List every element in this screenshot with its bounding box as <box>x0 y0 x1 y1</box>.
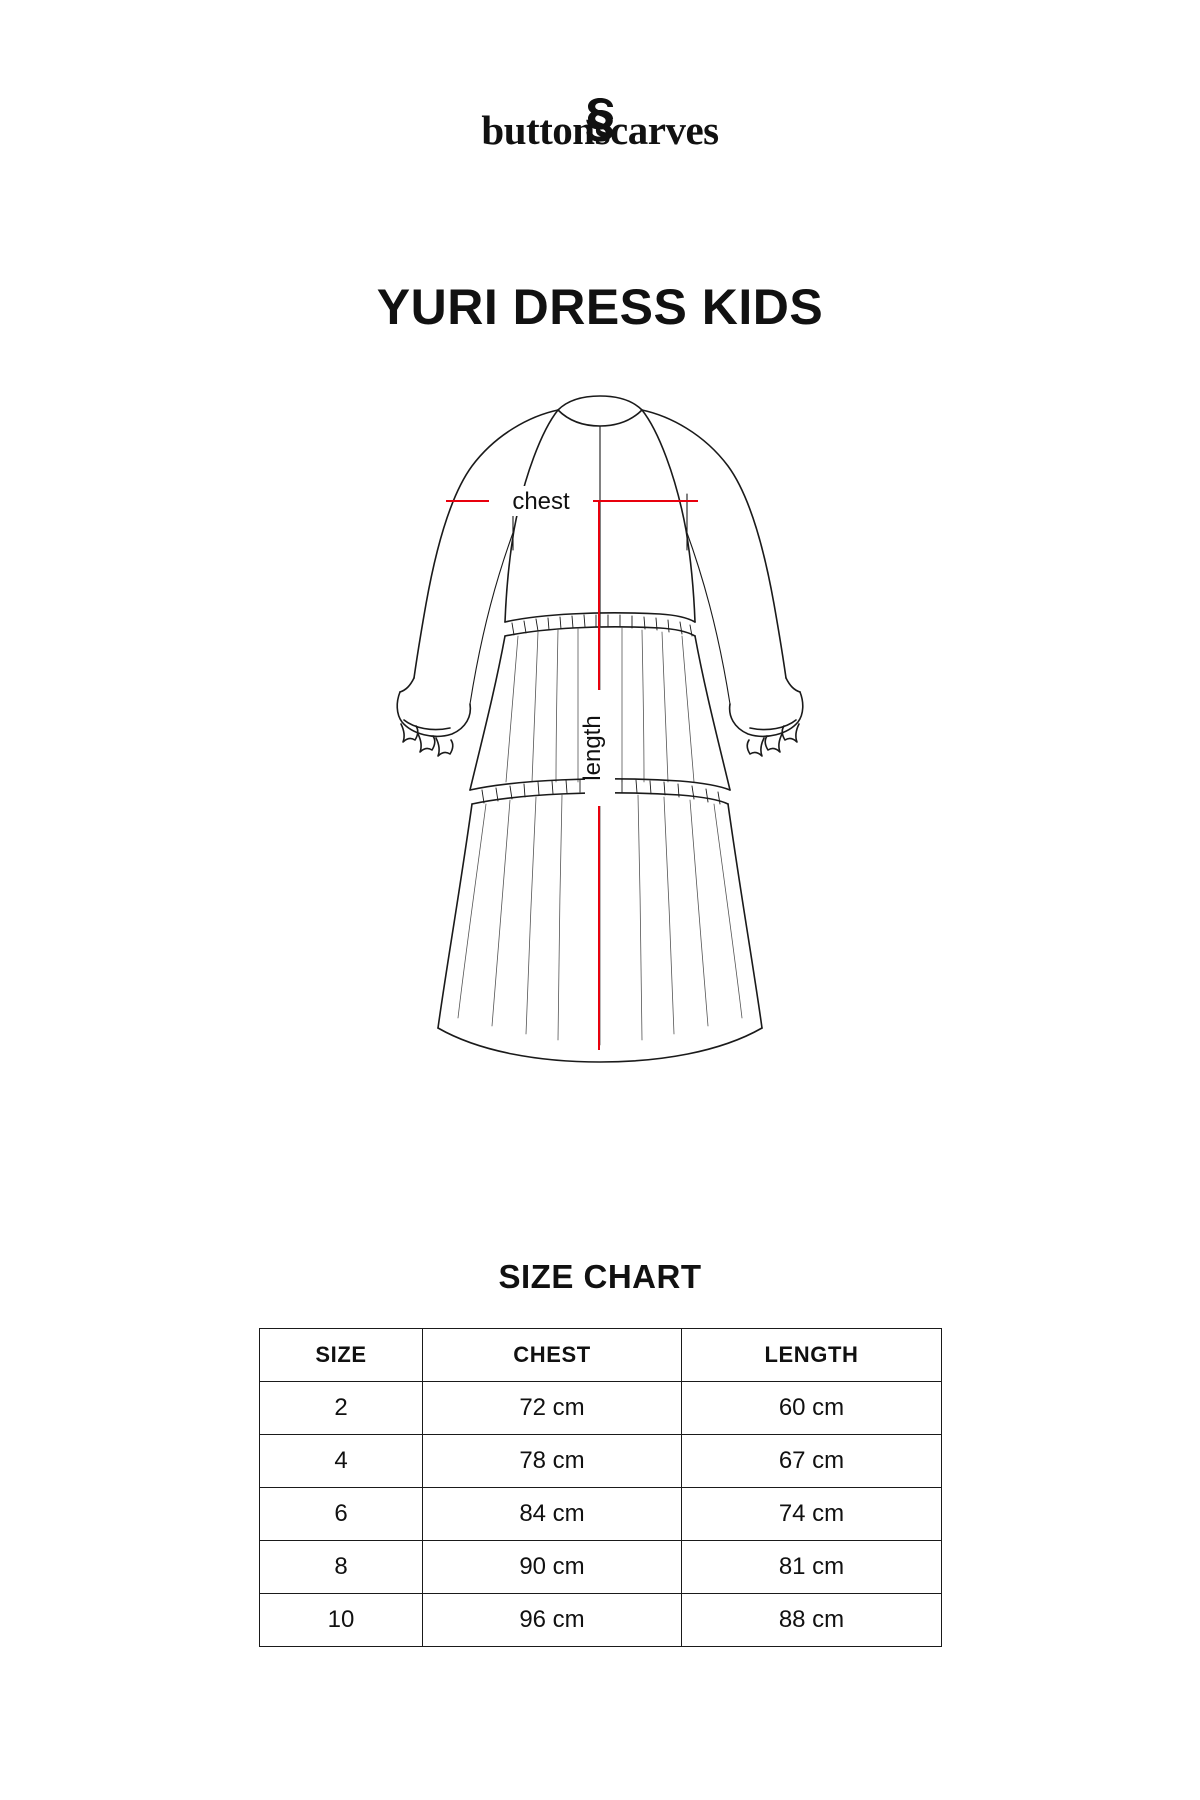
cell-chest: 78 cm <box>423 1435 682 1488</box>
cell-chest: 90 cm <box>423 1541 682 1594</box>
cell-length: 81 cm <box>682 1541 942 1594</box>
dress-illustration <box>300 390 900 1120</box>
column-header-length: LENGTH <box>682 1329 942 1382</box>
cell-size: 8 <box>260 1541 423 1594</box>
length-label: length <box>579 715 606 781</box>
cell-chest: 96 cm <box>423 1594 682 1647</box>
brand-logo <box>0 96 1200 151</box>
column-header-size: SIZE <box>260 1329 423 1382</box>
cell-size: 10 <box>260 1594 423 1647</box>
size-chart-heading: SIZE CHART <box>498 1258 702 1295</box>
cell-size: 4 <box>260 1435 423 1488</box>
dress-technical-drawing <box>300 390 900 1120</box>
chest-label: chest <box>512 488 570 515</box>
table-row <box>260 1382 942 1435</box>
table-row <box>260 1488 942 1541</box>
size-chart-table <box>259 1328 942 1647</box>
table-row <box>260 1435 942 1488</box>
table-row <box>260 1594 942 1647</box>
cell-chest: 72 cm <box>423 1382 682 1435</box>
page-title: YURI DRESS KIDS <box>376 279 824 335</box>
cell-size: 2 <box>260 1382 423 1435</box>
cell-length: 74 cm <box>682 1488 942 1541</box>
table-row <box>260 1541 942 1594</box>
cell-length: 60 cm <box>682 1382 942 1435</box>
size-chart-table-wrapper <box>259 1328 941 1647</box>
cell-length: 67 cm <box>682 1435 942 1488</box>
measure-lines <box>446 501 698 1050</box>
cell-size: 6 <box>260 1488 423 1541</box>
column-header-chest: CHEST <box>423 1329 682 1382</box>
cell-length: 88 cm <box>682 1594 942 1647</box>
cell-chest: 84 cm <box>423 1488 682 1541</box>
brand-name: buttonscarves <box>481 107 719 153</box>
table-header-row <box>260 1329 942 1382</box>
